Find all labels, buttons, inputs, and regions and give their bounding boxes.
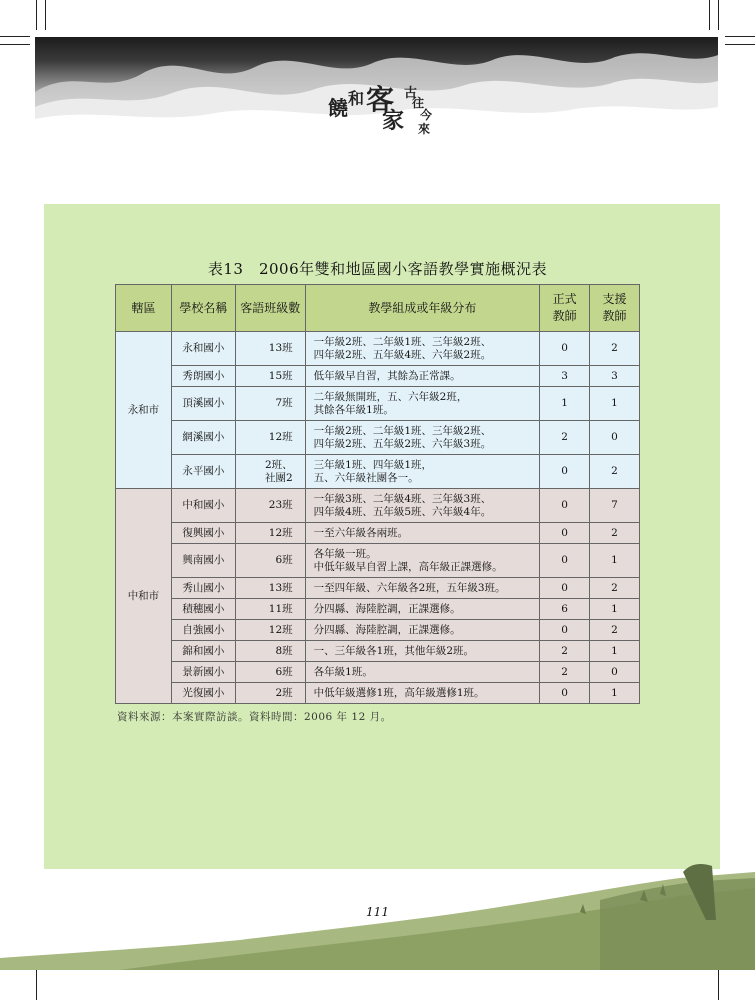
distribution-cell: 分四縣、海陸腔調，正課選修。 — [305, 620, 539, 641]
crop-mark — [0, 36, 30, 37]
crop-mark — [45, 0, 46, 30]
support-teachers-cell: 0 — [590, 421, 640, 455]
school-cell: 秀山國小 — [171, 578, 235, 599]
school-cell: 景新國小 — [171, 662, 235, 683]
table-row — [116, 544, 640, 578]
classes-cell: 6班 — [235, 662, 305, 683]
distribution-cell: 一年級2班、二年級1班、三年級2班、 四年級2班、五年級2班、六年級3班。 — [305, 421, 539, 455]
region-cell: 永和市 — [116, 332, 172, 489]
formal-teachers-cell: 0 — [540, 578, 590, 599]
header-cell: 支援 教師 — [590, 285, 640, 332]
header-cell: 正式 教師 — [540, 285, 590, 332]
school-cell: 頂溪國小 — [171, 387, 235, 421]
header-cell: 客語班級數 — [235, 285, 305, 332]
formal-teachers-cell: 6 — [540, 599, 590, 620]
table-row — [116, 523, 640, 544]
table-row — [116, 620, 640, 641]
table-row — [116, 662, 640, 683]
classes-cell: 15班 — [235, 366, 305, 387]
crop-mark — [36, 0, 37, 30]
crop-mark — [725, 44, 755, 45]
distribution-cell: 分四縣、海陸腔調，正課選修。 — [305, 599, 539, 620]
support-teachers-cell: 2 — [590, 578, 640, 599]
support-teachers-cell: 0 — [590, 662, 640, 683]
support-teachers-cell: 3 — [590, 366, 640, 387]
crop-mark — [709, 0, 710, 30]
formal-teachers-cell: 0 — [540, 523, 590, 544]
logo-char: 今 — [420, 108, 433, 122]
crop-mark — [718, 970, 719, 1000]
distribution-cell: 一至四年級、六年級各2班，五年級3班。 — [305, 578, 539, 599]
support-teachers-cell: 2 — [590, 455, 640, 489]
crop-mark — [725, 36, 755, 37]
table-row — [116, 641, 640, 662]
formal-teachers-cell: 1 — [540, 387, 590, 421]
table-row — [116, 387, 640, 421]
school-cell: 復興國小 — [171, 523, 235, 544]
formal-teachers-cell: 0 — [540, 683, 590, 704]
distribution-cell: 一至六年級各兩班。 — [305, 523, 539, 544]
support-teachers-cell: 2 — [590, 620, 640, 641]
school-cell: 中和國小 — [171, 489, 235, 523]
classes-cell: 12班 — [235, 523, 305, 544]
source-note: 資料來源：本案實際訪談。資料時間：2006 年 12 月。 — [117, 711, 392, 723]
support-teachers-cell: 1 — [590, 387, 640, 421]
table-row — [116, 421, 640, 455]
header-cell: 教學組成或年級分布 — [305, 285, 539, 332]
logo-char: 往 — [412, 96, 425, 110]
support-teachers-cell: 1 — [590, 599, 640, 620]
header-cell: 轄區 — [116, 285, 172, 332]
table-row — [116, 683, 640, 704]
table-header-row — [116, 285, 640, 332]
school-cell: 永和國小 — [171, 332, 235, 366]
formal-teachers-cell: 0 — [540, 544, 590, 578]
school-cell: 錦和國小 — [171, 641, 235, 662]
table-row — [116, 332, 640, 366]
formal-teachers-cell: 0 — [540, 489, 590, 523]
formal-teachers-cell: 2 — [540, 662, 590, 683]
school-cell: 網溪國小 — [171, 421, 235, 455]
region-cell: 中和市 — [116, 489, 172, 704]
support-teachers-cell: 7 — [590, 489, 640, 523]
distribution-cell: 一年級2班、二年級1班、三年級2班、 四年級2班、五年級4班、六年級2班。 — [305, 332, 539, 366]
crop-mark — [36, 970, 37, 1000]
classes-cell: 7班 — [235, 387, 305, 421]
school-cell: 光復國小 — [171, 683, 235, 704]
table-row — [116, 455, 640, 489]
support-teachers-cell: 1 — [590, 641, 640, 662]
classes-cell: 23班 — [235, 489, 305, 523]
classes-cell: 8班 — [235, 641, 305, 662]
distribution-cell: 一年級3班、二年級4班、三年級3班、 四年級4班、五年級5班、六年級4年。 — [305, 489, 539, 523]
formal-teachers-cell: 2 — [540, 421, 590, 455]
table-title: 表13 2006年雙和地區國小客語教學實施概況表 — [207, 260, 548, 278]
support-teachers-cell: 2 — [590, 523, 640, 544]
logo-char: 客 — [366, 83, 395, 116]
logo-char: 饒 — [328, 96, 348, 120]
logo-char: 家 — [382, 108, 405, 134]
classes-cell: 2班、 社團2 — [235, 455, 305, 489]
classes-cell: 12班 — [235, 620, 305, 641]
classes-cell: 13班 — [235, 332, 305, 366]
logo — [326, 78, 436, 142]
table-row — [116, 489, 640, 523]
distribution-cell: 各年級一班。 中低年級早自習上課，高年級正課選修。 — [305, 544, 539, 578]
table-row — [116, 578, 640, 599]
data-table — [115, 284, 640, 704]
school-cell: 興南國小 — [171, 544, 235, 578]
table-row — [116, 599, 640, 620]
table-row — [116, 366, 640, 387]
formal-teachers-cell: 0 — [540, 455, 590, 489]
school-cell: 永平國小 — [171, 455, 235, 489]
logo-char: 和 — [348, 89, 365, 108]
school-cell: 秀朗國小 — [171, 366, 235, 387]
crop-mark — [0, 44, 30, 45]
support-teachers-cell: 1 — [590, 683, 640, 704]
school-cell: 積穗國小 — [171, 599, 235, 620]
support-teachers-cell: 1 — [590, 544, 640, 578]
classes-cell: 12班 — [235, 421, 305, 455]
distribution-cell: 二年級無開班，五、六年級2班， 其餘各年級1班。 — [305, 387, 539, 421]
classes-cell: 6班 — [235, 544, 305, 578]
formal-teachers-cell: 2 — [540, 641, 590, 662]
classes-cell: 11班 — [235, 599, 305, 620]
classes-cell: 13班 — [235, 578, 305, 599]
distribution-cell: 中低年級選修1班，高年級選修1班。 — [305, 683, 539, 704]
school-cell: 自強國小 — [171, 620, 235, 641]
formal-teachers-cell: 0 — [540, 620, 590, 641]
formal-teachers-cell: 3 — [540, 366, 590, 387]
logo-char: 來 — [418, 122, 431, 136]
header-cell: 學校名稱 — [171, 285, 235, 332]
distribution-cell: 一、三年級各1班，其他年級2班。 — [305, 641, 539, 662]
support-teachers-cell: 2 — [590, 332, 640, 366]
logo-char: 古 — [404, 86, 418, 101]
page-number: 111 — [366, 905, 389, 919]
distribution-cell: 各年級1班。 — [305, 662, 539, 683]
distribution-cell: 三年級1班、四年級1班， 五、六年級社團各一。 — [305, 455, 539, 489]
crop-mark — [718, 0, 719, 30]
formal-teachers-cell: 0 — [540, 332, 590, 366]
distribution-cell: 低年級早自習，其餘為正常課。 — [305, 366, 539, 387]
classes-cell: 2班 — [235, 683, 305, 704]
